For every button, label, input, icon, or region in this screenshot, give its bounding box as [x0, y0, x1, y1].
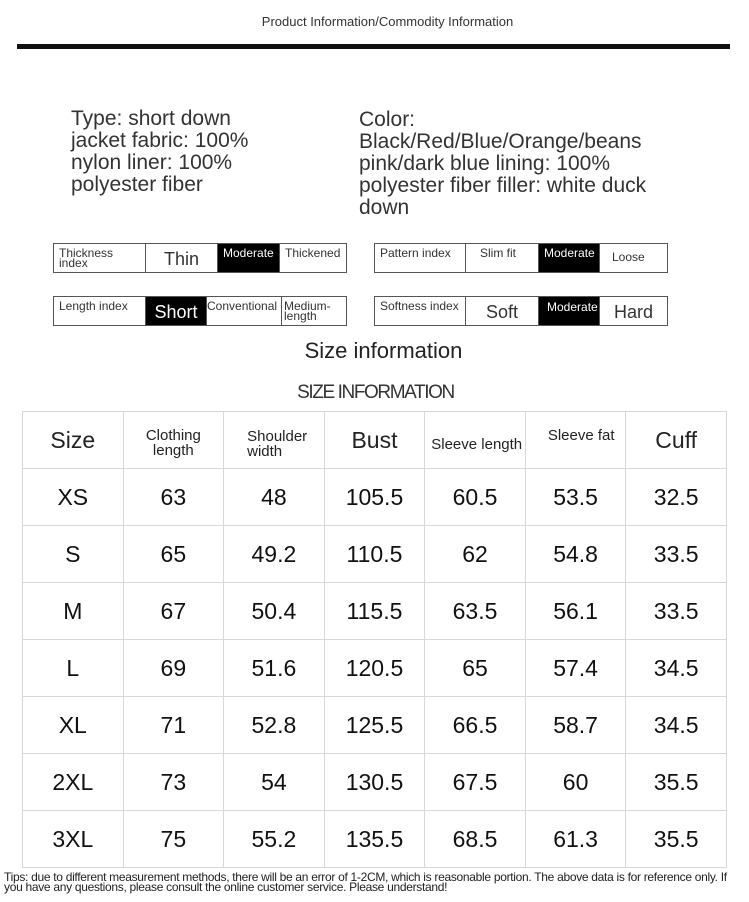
table-cell: 65: [425, 640, 526, 697]
table-cell: 60: [525, 754, 626, 811]
table-row: [23, 583, 727, 640]
softness-option-soft: Soft: [466, 297, 539, 325]
table-cell: 34.5: [626, 697, 727, 754]
table-cell: 67: [123, 583, 224, 640]
pattern-option-slim-fit: Slim fit: [466, 244, 539, 272]
table-row: [23, 640, 727, 697]
table-cell: 120.5: [324, 640, 425, 697]
table-cell: XS: [23, 469, 124, 526]
table-cell: 110.5: [324, 526, 425, 583]
description-line: down: [359, 196, 410, 219]
table-header-cell: Bust: [324, 412, 425, 469]
fabric-description: [71, 108, 341, 196]
table-cell: 32.5: [626, 469, 727, 526]
measurement-tips: Tips: due to different measurement methods, there will be an error of 1-2CM, which is reasonable portion. The above data is for reference only. If you have any questions, please consult the online customer service. Please understand!: [4, 870, 727, 894]
pattern-option-moderate: Moderate: [539, 244, 600, 272]
table-cell: 33.5: [626, 526, 727, 583]
size-table: [22, 411, 727, 868]
softness-option-moderate: Moderate: [539, 297, 600, 325]
length-index-label: Length index: [54, 297, 146, 325]
table-cell: 55.2: [224, 811, 325, 868]
table-cell: 67.5: [425, 754, 526, 811]
table-cell: 66.5: [425, 697, 526, 754]
table-cell: 35.5: [626, 754, 727, 811]
description-line: Type: short down: [71, 107, 231, 130]
table-cell: 52.8: [224, 697, 325, 754]
table-cell: 130.5: [324, 754, 425, 811]
table-cell: 3XL: [23, 811, 124, 868]
length-option-short: Short: [146, 297, 207, 325]
table-cell: 54.8: [525, 526, 626, 583]
table-cell: 69: [123, 640, 224, 697]
table-row: [23, 697, 727, 754]
softness-index-label: Softness index: [375, 297, 466, 325]
table-cell: 73: [123, 754, 224, 811]
table-cell: 125.5: [324, 697, 425, 754]
table-cell: 50.4: [224, 583, 325, 640]
table-cell: 34.5: [626, 640, 727, 697]
table-cell: 53.5: [525, 469, 626, 526]
table-cell: 105.5: [324, 469, 425, 526]
table-row: [23, 811, 727, 868]
softness-index: [374, 296, 668, 326]
table-header-cell: Cuff: [626, 412, 727, 469]
description-line: jacket fabric: 100%: [71, 129, 249, 152]
thickness-index-label: Thickness index: [54, 244, 146, 272]
length-index: [53, 296, 347, 326]
length-option-conventional: Conventional: [207, 297, 282, 325]
table-cell: S: [23, 526, 124, 583]
table-header-row: [23, 412, 727, 469]
table-cell: 71: [123, 697, 224, 754]
softness-option-hard: Hard: [613, 302, 653, 322]
table-cell: 49.2: [224, 526, 325, 583]
table-cell: L: [23, 640, 124, 697]
header-divider: [17, 44, 730, 49]
table-cell: 33.5: [626, 583, 727, 640]
table-row: [23, 469, 727, 526]
description-line: polyester fiber filler: white duck: [359, 174, 647, 197]
thickness-option-thin: Thin: [146, 244, 218, 272]
table-cell: 56.1: [525, 583, 626, 640]
thickness-index: [53, 243, 347, 273]
table-cell: 54: [224, 754, 325, 811]
table-cell: 68.5: [425, 811, 526, 868]
description-line: nylon liner: 100%: [71, 151, 233, 174]
table-header-cell: Sleeve fat: [525, 412, 626, 469]
table-cell: 58.7: [525, 697, 626, 754]
table-cell: 35.5: [626, 811, 727, 868]
table-cell: 2XL: [23, 754, 124, 811]
table-cell: 65: [123, 526, 224, 583]
pattern-option-loose: Loose: [612, 250, 645, 264]
table-cell: 48: [224, 469, 325, 526]
description-line: Black/Red/Blue/Orange/beans: [359, 130, 642, 153]
pattern-index-label: Pattern index: [375, 244, 466, 272]
table-row: [23, 526, 727, 583]
table-header-cell: Clothing length: [123, 412, 224, 469]
table-header-cell: Shoulder width: [224, 412, 325, 469]
table-cell: 60.5: [425, 469, 526, 526]
table-cell: 57.4: [525, 640, 626, 697]
description-line: pink/dark blue lining: 100%: [359, 152, 610, 175]
table-cell: 63.5: [425, 583, 526, 640]
size-information-subheading: SIZE INFORMATION: [297, 382, 454, 403]
table-header-cell: Size: [23, 412, 124, 469]
table-cell: 115.5: [324, 583, 425, 640]
thickness-option-moderate: Moderate: [218, 244, 280, 272]
table-header-cell: Sleeve length: [425, 412, 526, 469]
color-description: [359, 109, 689, 219]
table-cell: 61.3: [525, 811, 626, 868]
description-line: Color:: [359, 108, 416, 131]
table-cell: M: [23, 583, 124, 640]
pattern-index: [374, 243, 668, 273]
table-cell: XL: [23, 697, 124, 754]
table-row: [23, 754, 727, 811]
length-option-medium-length: Medium-length: [284, 299, 331, 323]
table-cell: 62: [425, 526, 526, 583]
table-cell: 75: [123, 811, 224, 868]
description-line: polyester fiber: [71, 173, 203, 196]
table-cell: 63: [123, 469, 224, 526]
table-cell: 51.6: [224, 640, 325, 697]
size-information-heading: Size information: [304, 338, 463, 363]
page-title: Product Information/Commodity Information: [261, 14, 514, 29]
table-cell: 135.5: [324, 811, 425, 868]
thickness-option-thickened: Thickened: [285, 246, 341, 260]
